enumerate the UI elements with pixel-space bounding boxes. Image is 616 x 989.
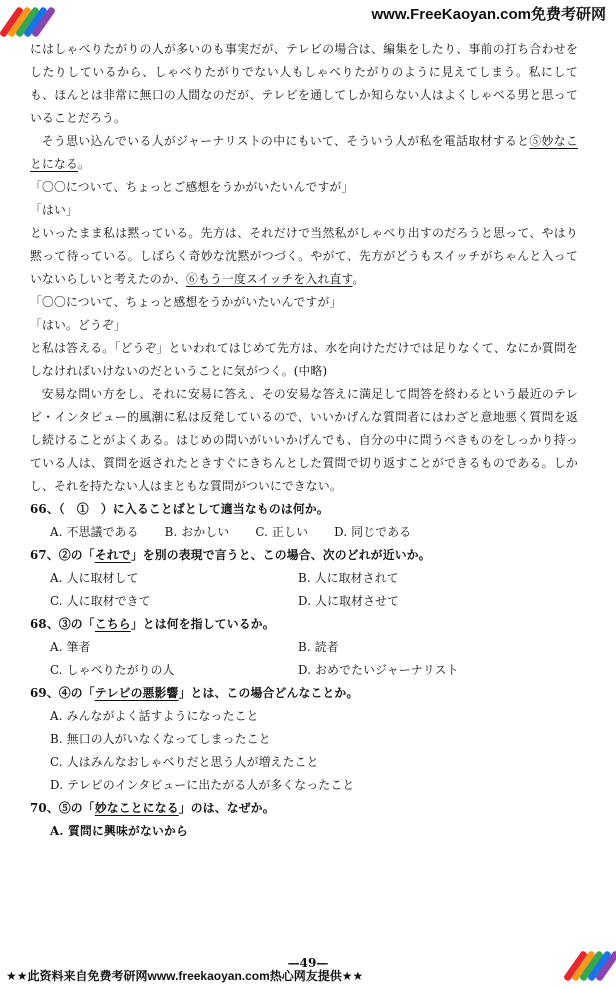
page-number: —49— [287, 956, 329, 970]
underlined-phrase: それで [94, 548, 131, 562]
question-67 [30, 544, 578, 567]
passage-text: 。 [78, 157, 90, 171]
option-c[interactable]: C. 人はみんなおしゃべりだと思う人が増えたこと [50, 755, 319, 769]
option-a[interactable]: A. 不思議である [50, 525, 139, 539]
question-text: 69、④の「 [30, 686, 95, 700]
option-b[interactable]: B. 人に取材されて [298, 571, 399, 585]
dialogue-line: 「〇〇について、ちょっと感想をうかがいたいんですが」 [30, 295, 342, 309]
question-text: 」を別の表現で言うと、この場合、次のどれが近いか。 [130, 548, 431, 562]
underlined-phrase: テレビの悪影響 [94, 686, 179, 700]
option-b[interactable]: B. 無口の人がいなくなってしまったこと [50, 732, 271, 746]
option-a[interactable]: A. みんながよく話すようになったこと [50, 709, 259, 723]
logo-icon [4, 2, 48, 42]
question-text: 70、⑤の「 [30, 801, 95, 815]
question-text: 」のは、なぜか。 [178, 801, 275, 815]
question-text: 」とは、この場合どんなことか。 [178, 686, 359, 700]
passage-paragraph [30, 130, 578, 176]
site-url[interactable]: www.FreeKaoyan.com免费考研网 [371, 6, 606, 23]
option-a[interactable]: A. 質問に興味がないから [50, 824, 188, 838]
options-67-row2 [30, 590, 578, 613]
passage-text: といったまま私は黙っている。先方は、それだけで当然私がしゃべり出すのだろうと思って、やはり黙って待っている。しばらく奇妙な沈黙がつづく。やがて、先方がどうもスイッチがちゃんと入っていないらしいと考えたのか、 [30, 226, 578, 286]
option-b[interactable]: B. 読者 [298, 640, 339, 654]
passage [30, 38, 578, 843]
footer-text[interactable]: ★★此资料来自免费考研网www.freekaoyan.com热心网友提供★★ [6, 969, 364, 983]
question-68 [30, 613, 578, 636]
question-69 [30, 682, 578, 705]
dialogue-line: 「〇〇について、ちょっとご感想をうかがいたいんですが」 [30, 180, 354, 194]
passage-paragraph [30, 222, 578, 291]
underlined-phrase: ⑥もう一度スイッチを入れ直す [185, 272, 353, 286]
options-68-row1 [30, 636, 578, 659]
logo-icon [568, 946, 612, 986]
underlined-phrase: ⑤妙なことになる [30, 134, 578, 171]
question-text: 66、（ ① ）に入ることばとして適当なものは何か。 [30, 502, 329, 516]
option-d[interactable]: D. テレビのインタビューに出たがる人が多くなったこと [50, 778, 355, 792]
dialogue-line: 「はい」 [30, 203, 78, 217]
passage-text: そう思い込んでいる人がジャーナリストの中にもいて、そういう人が私を電話取材すると [41, 134, 530, 148]
question-text: 」とは何を指しているか。 [130, 617, 275, 631]
question-70 [30, 797, 578, 820]
underlined-phrase: 妙なことになる [94, 801, 179, 815]
passage-paragraph: にはしゃべりたがりの人が多いのも事実だが、テレビの場合は、編集をしたり、事前の打ち合わせをしたりしているから、しゃべりたがりでない人もしゃべりたがりのように見えてしまう。私にしても、ほんとは非常に無口の人間なのだが、テレビを通してしか知らない人はよくしゃべる男と思っていることだろう。 [30, 42, 578, 125]
options-66 [30, 521, 578, 544]
options-68-row2 [30, 659, 578, 682]
option-c[interactable]: C. しゃべりたがりの人 [50, 663, 175, 677]
dialogue-line: 「はい。どうぞ」 [30, 318, 126, 332]
option-a[interactable]: A. 筆者 [50, 640, 91, 654]
question-text: 67、②の「 [30, 548, 95, 562]
option-d[interactable]: D. 同じである [334, 525, 412, 539]
question-66 [30, 498, 578, 521]
option-c[interactable]: C. 人に取材できて [50, 594, 151, 608]
options-67-row1 [30, 567, 578, 590]
option-b[interactable]: B. おかしい [164, 525, 230, 539]
option-c[interactable]: C. 正しい [255, 525, 309, 539]
option-d[interactable]: D. 人に取材させて [298, 594, 400, 608]
option-a[interactable]: A. 人に取材して [50, 571, 139, 585]
passage-paragraph: 安易な問い方をし、それに安易に答え、その安易な答えに満足して問答を終わるという最近のテレビ・インタビュー的風潮に私は反発しているので、いいかげんな質問者にはわざと意地悪く質問を返し続けることがよくある。はじめの問いがいいかげんでも、自分の中に問うべきものをしっかり持っている人は、質問を返されたときすぐにきちんとした質問で切り返すことができるものである。しかし、それを持たない人はまともな質問がついにできない。 [30, 387, 578, 493]
question-text: 68、③の「 [30, 617, 95, 631]
option-d[interactable]: D. おめでたいジャーナリスト [298, 663, 459, 677]
underlined-phrase: こちら [94, 617, 131, 631]
passage-text: 。 [352, 272, 365, 286]
passage-paragraph: と私は答える。「どうぞ」といわれてはじめて先方は、水を向けただけでは足りなくて、なにか質問をしなければいけないのだということに気がつく。(中略) [30, 341, 578, 378]
